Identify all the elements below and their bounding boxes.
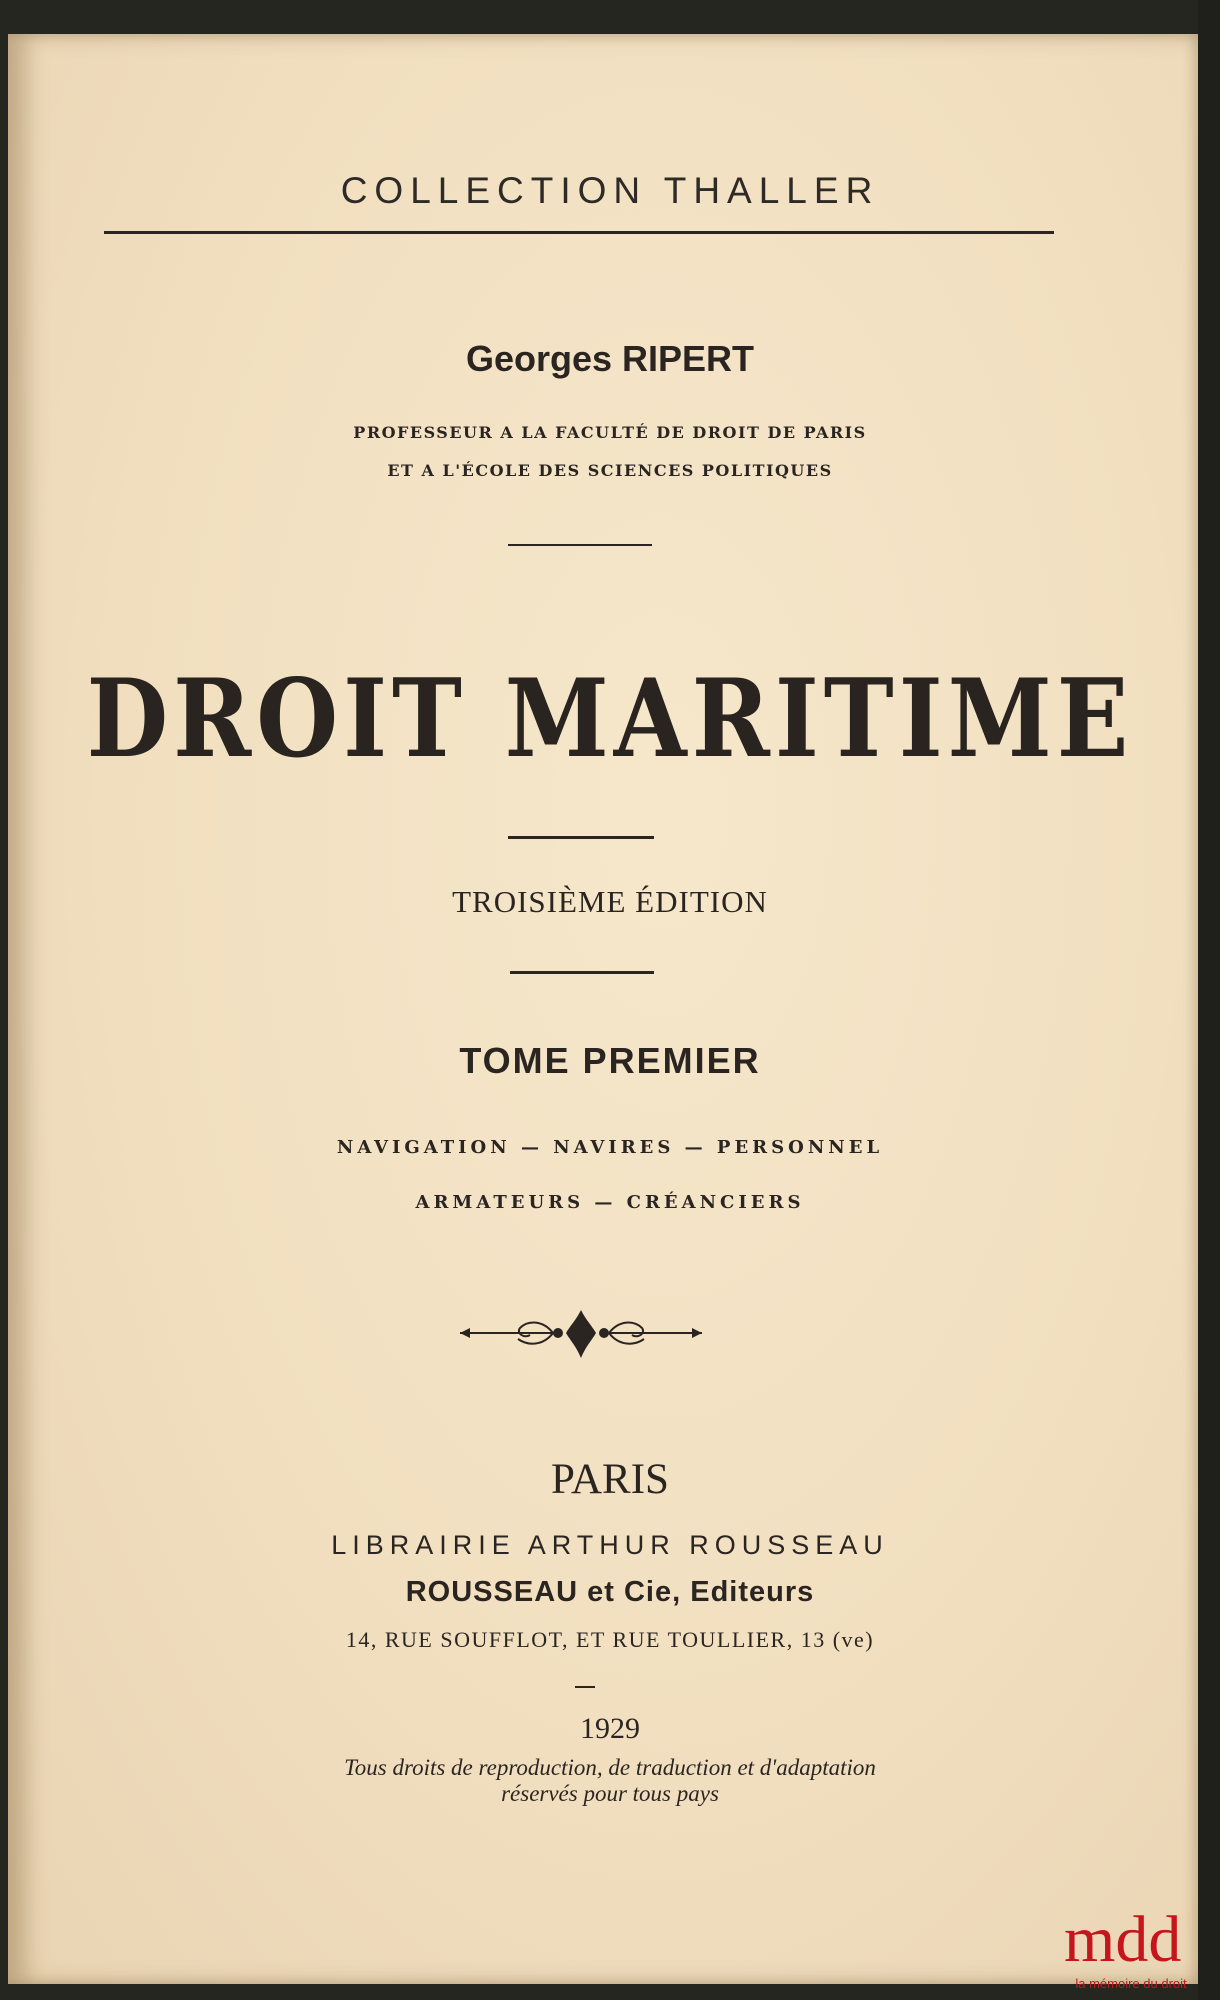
title-page <box>8 34 1198 1984</box>
divider-rule <box>508 544 652 546</box>
publisher-name: LIBRAIRIE ARTHUR ROUSSEAU <box>331 1530 889 1560</box>
imprint-city: PARIS <box>551 1456 669 1503</box>
collection-rule <box>104 231 1054 234</box>
logo-text: mdd <box>1064 1903 1182 1976</box>
book-edge <box>1198 0 1220 2000</box>
volume-title: TOME PREMIER <box>459 1040 761 1081</box>
publisher-firm: ROUSSEAU et Cie, Editeurs <box>405 1576 815 1608</box>
subjects-line1: NAVIGATION — NAVIRES — PERSONNEL <box>336 1137 884 1158</box>
divider-rule <box>510 971 654 974</box>
edition: TROISIÈME ÉDITION <box>452 884 768 919</box>
fleuron-ornament-icon <box>458 1306 704 1362</box>
collection-name: COLLECTION THALLER <box>340 170 880 211</box>
book-title: DROIT MARITIME <box>86 655 1134 783</box>
subjects-line2: ARMATEURS — CRÉANCIERS <box>415 1192 805 1213</box>
divider-rule <box>575 1686 595 1688</box>
rights-notice-line1: Tous droits de reproduction, de traduction et d'adaptation <box>344 1755 876 1780</box>
author-affiliation-line1: PROFESSEUR A LA FACULTÉ DE DROIT DE PARIS <box>353 423 867 442</box>
author-affiliation-line2: ET A L'ÉCOLE DES SCIENCES POLITIQUES <box>387 461 833 480</box>
publisher-address: 14, RUE SOUFFLOT, ET RUE TOULLIER, 13 (ve) <box>345 1627 875 1652</box>
publication-year: 1929 <box>580 1712 640 1745</box>
logo-caption: la mémoire du droit <box>1075 1976 1187 1991</box>
author-name: Georges RIPERT <box>465 338 755 379</box>
rights-notice-line2: réservés pour tous pays <box>501 1781 719 1806</box>
divider-rule <box>508 836 654 839</box>
